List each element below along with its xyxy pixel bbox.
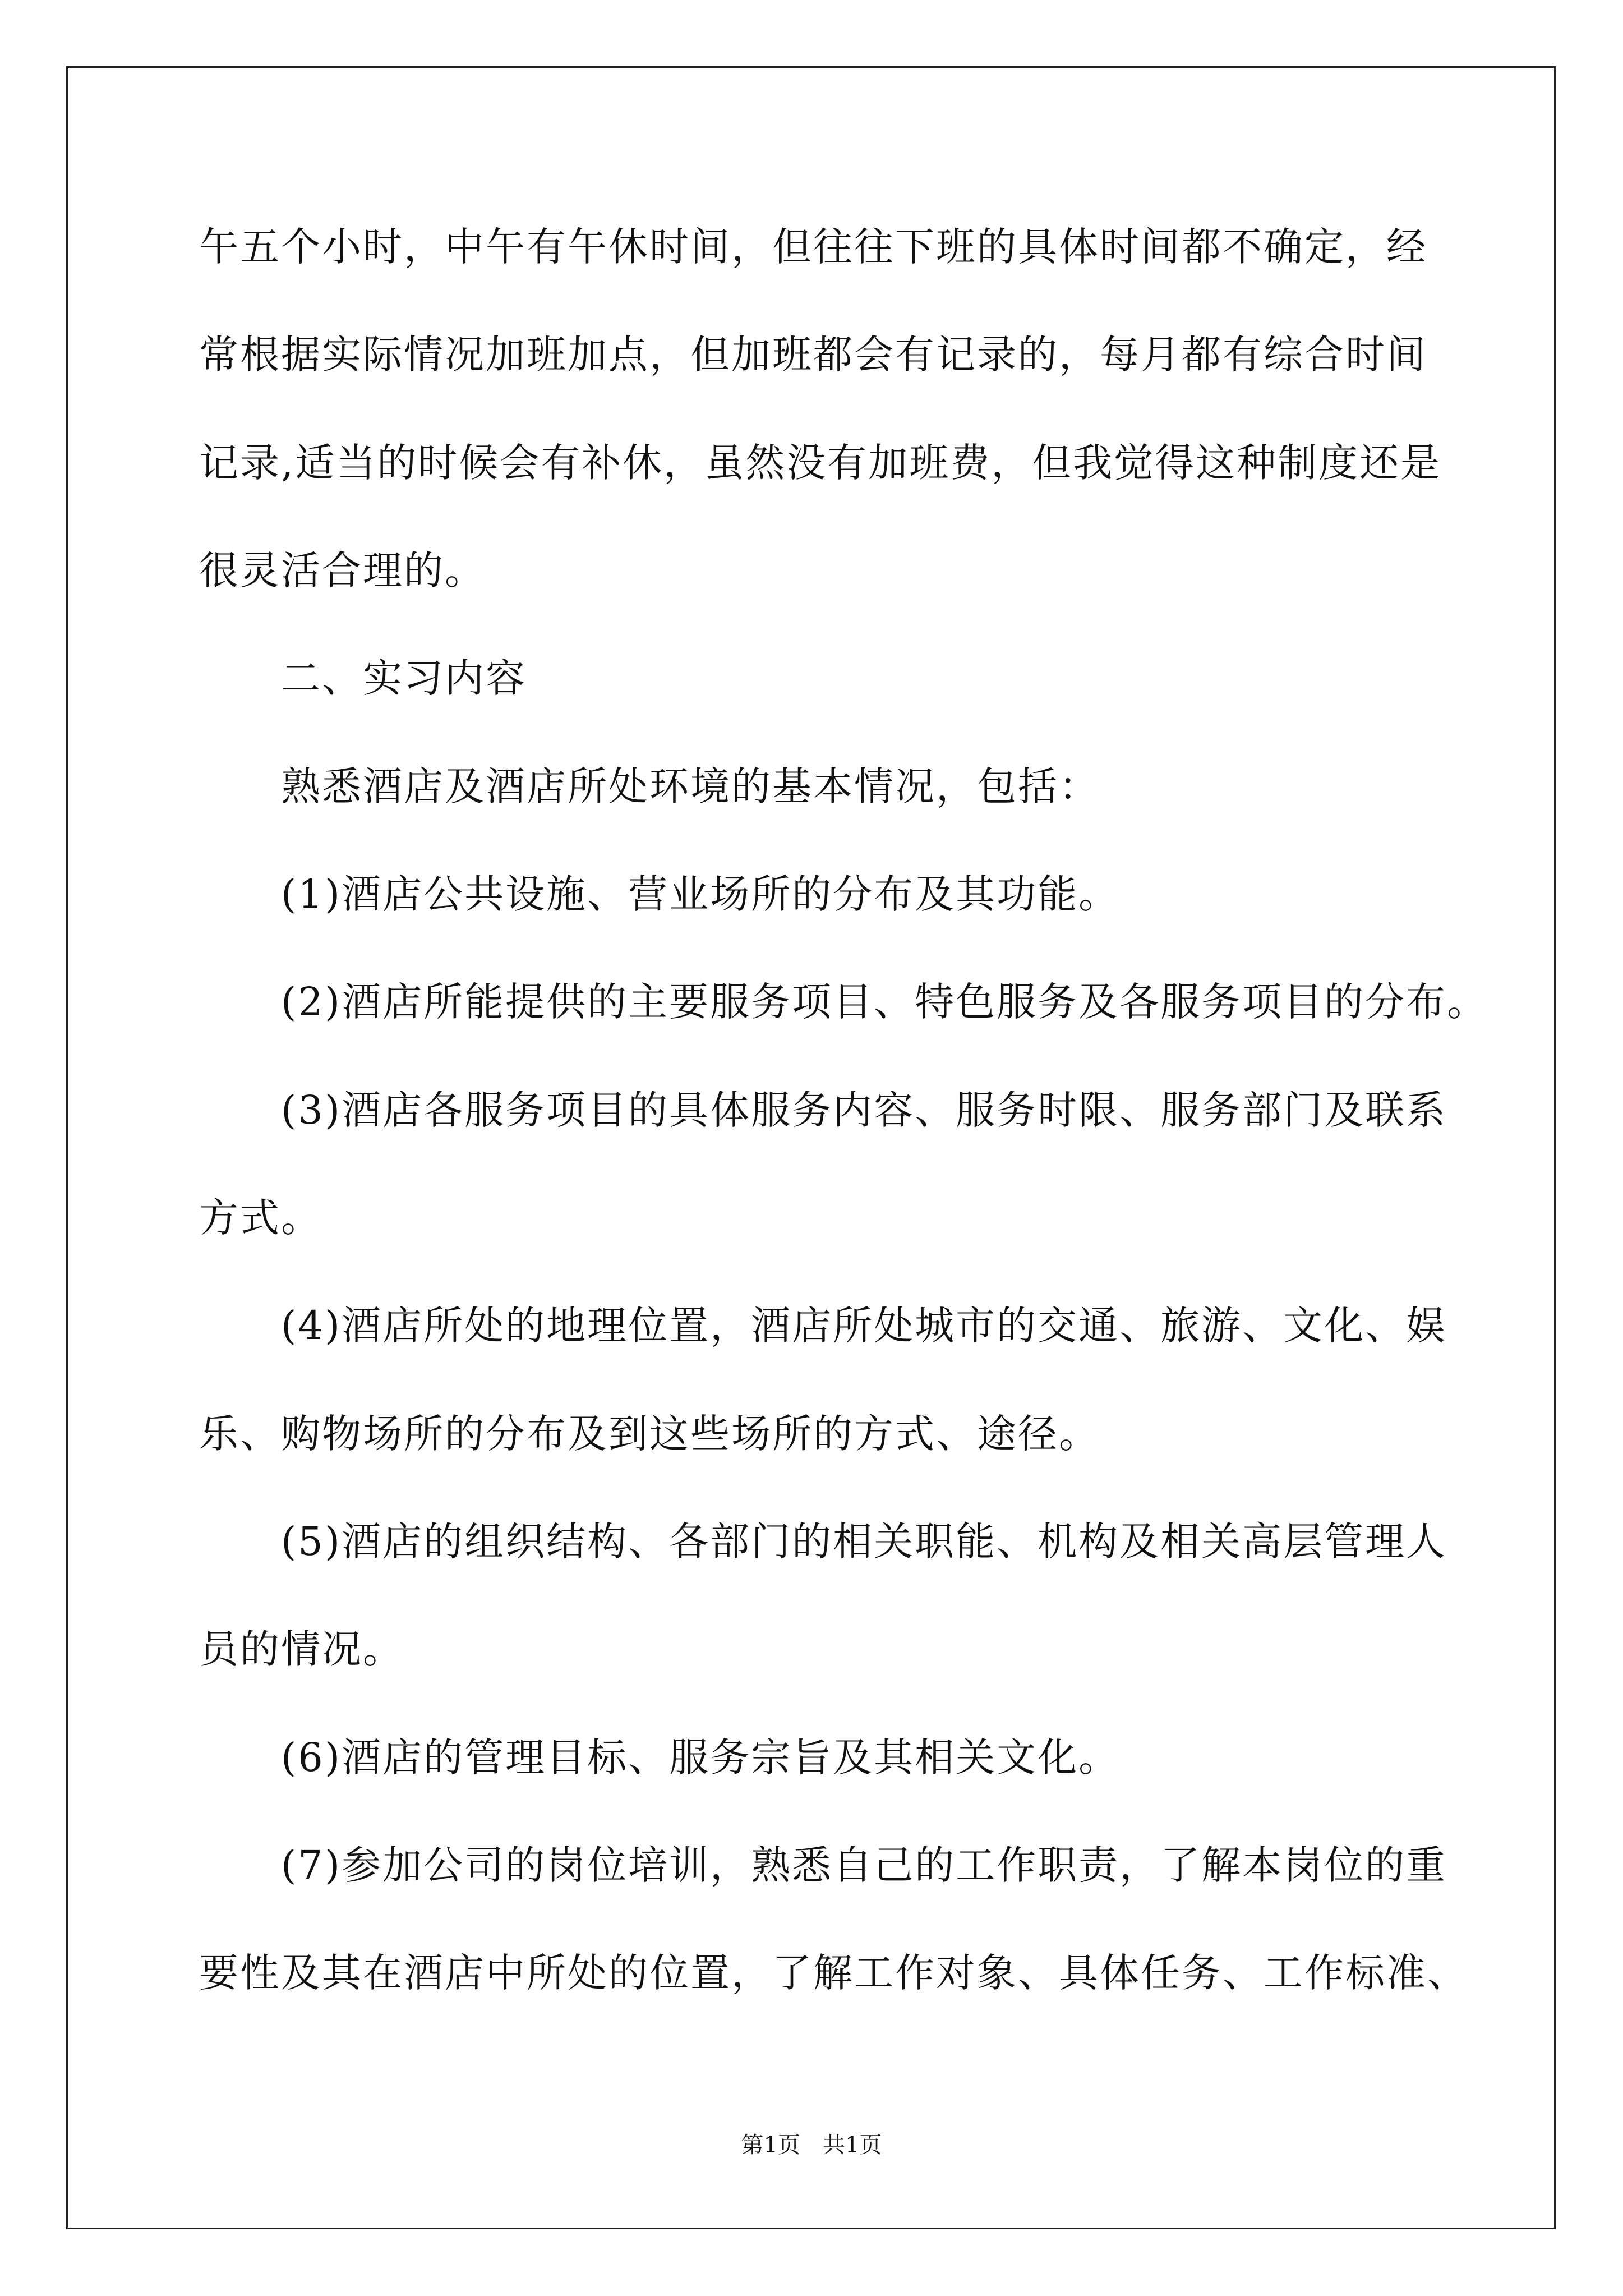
page-footer: 第1页 共1页 [741,2132,882,2158]
text-line: 要性及其在酒店中所处的位置，了解工作对象、具体任务、工作标准、 [199,1950,1468,1996]
list-item: (7)参加公司的岗位培训，熟悉自己的工作职责，了解本岗位的重 [199,1842,1447,1888]
list-item: (2)酒店所能提供的主要服务项目、特色服务及各服务项目的分布。 [199,979,1488,1025]
list-item: (6)酒店的管理目标、服务宗旨及其相关文化。 [199,1734,1120,1780]
text-line: 记录,适当的时候会有补休，虽然没有加班费，但我觉得这种制度还是 [199,440,1442,486]
text-line: 午五个小时，中午有午休时间，但往往下班的具体时间都不确定，经 [199,224,1427,270]
text-line: 方式。 [199,1195,322,1241]
text-line: 熟悉酒店及酒店所处环境的基本情况，包括： [199,763,1100,809]
section-heading: 二、实习内容 [199,655,527,701]
text-line: 很灵活合理的。 [199,547,486,593]
list-item: (1)酒店公共设施、营业场所的分布及其功能。 [199,871,1120,917]
text-line: 乐、购物场所的分布及到这些场所的方式、途径。 [199,1411,1100,1457]
page-border [66,66,1556,2229]
text-line: 员的情况。 [199,1626,404,1672]
text-line: 常根据实际情况加班加点，但加班都会有记录的，每月都有综合时间 [199,332,1427,378]
list-item: (3)酒店各服务项目的具体服务内容、服务时限、服务部门及联系 [199,1087,1447,1133]
list-item: (4)酒店所处的地理位置，酒店所处城市的交通、旅游、文化、娱 [199,1303,1447,1349]
list-item: (5)酒店的组织结构、各部门的相关职能、机构及相关高层管理人 [199,1519,1447,1565]
